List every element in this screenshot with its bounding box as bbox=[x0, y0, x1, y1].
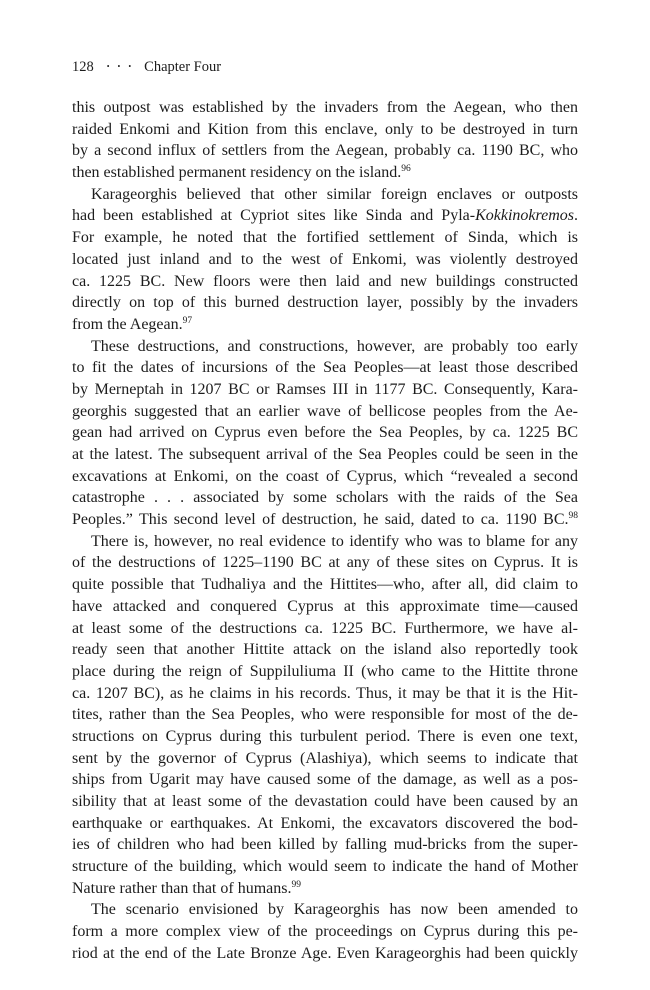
line-text: georghis suggested that an earlier wave of bellicose peoples from the Ae- bbox=[72, 402, 578, 420]
line-text: structions on Cyprus during this turbulent period. There is even one text, bbox=[72, 727, 578, 745]
line-text: then established permanent residency on the island. bbox=[72, 164, 402, 182]
line-text: had been established at Cypriot sites like Sinda and Pyla- bbox=[72, 207, 476, 225]
separator-dots: • • • bbox=[106, 62, 135, 71]
text-line bbox=[72, 639, 578, 661]
text-line bbox=[72, 357, 578, 379]
text-line bbox=[72, 271, 578, 293]
text-line bbox=[72, 769, 578, 791]
line-text: by a second influx of settlers from the Aegean, probably ca. 1190 BC, who bbox=[72, 142, 578, 160]
text-line bbox=[72, 856, 578, 878]
line-text: gean had arrived on Cyprus even before the Sea Peoples, by ca. 1225 BC bbox=[72, 424, 578, 442]
line-text: There is, however, no real evidence to identify who was to blame for any bbox=[91, 532, 578, 550]
line-text: riod at the end of the Late Bronze Age. Even Karageorghis had been quickly bbox=[72, 944, 578, 962]
line-text: at the latest. The subsequent arrival of the Sea Peoples could be seen in the bbox=[72, 446, 578, 463]
footnote-ref[interactable]: 99 bbox=[291, 879, 301, 890]
line-text: tites, rather than the Sea Peoples, who were responsible for most of the de- bbox=[72, 706, 578, 724]
text-line bbox=[72, 943, 578, 965]
line-text: excavations at Enkomi, on the coast of Cyprus, which “revealed a second bbox=[72, 467, 578, 485]
italic-text: Kokkinokremos bbox=[475, 207, 574, 225]
text-line bbox=[72, 531, 578, 553]
line-text: Karageorghis believed that other similar foreign enclaves or outposts bbox=[91, 185, 578, 203]
line-text: quite possible that Tudhaliya and the Hittites—who, after all, did claim to bbox=[72, 576, 578, 594]
text-line bbox=[72, 184, 578, 206]
text-line bbox=[72, 119, 578, 141]
text-line bbox=[72, 162, 578, 184]
line-text-tail: . bbox=[574, 207, 578, 225]
text-line bbox=[72, 97, 578, 119]
line-text: ies of children who had been killed by falling mud-bricks from the super- bbox=[72, 836, 578, 854]
text-line bbox=[72, 249, 578, 271]
line-text: structure of the building, which would seem to indicate the hand of Mother bbox=[72, 858, 578, 876]
text-line bbox=[72, 552, 578, 574]
text-line bbox=[72, 726, 578, 748]
line-text: Nature rather than that of humans. bbox=[72, 879, 292, 897]
line-text: place during the reign of Suppiluliuma II (who came to the Hittite throne bbox=[72, 662, 578, 680]
text-line bbox=[72, 813, 578, 835]
text-line bbox=[72, 899, 578, 921]
text-line bbox=[72, 878, 578, 900]
line-text: ca. 1225 BC. New floors were then laid and new buildings constructed bbox=[72, 272, 578, 290]
line-text: this outpost was established by the invaders from the Aegean, who then bbox=[72, 99, 578, 116]
text-line bbox=[72, 401, 578, 423]
body-text bbox=[72, 97, 578, 965]
chapter-title: Chapter Four bbox=[144, 59, 222, 75]
text-line bbox=[72, 834, 578, 856]
line-text: form a more complex view of the proceedings on Cyprus during this pe- bbox=[72, 923, 578, 941]
text-line bbox=[72, 444, 578, 466]
text-line bbox=[72, 292, 578, 314]
text-line bbox=[72, 140, 578, 162]
text-line bbox=[72, 661, 578, 683]
line-text: For example, he noted that the fortified settlement of Sinda, which is bbox=[72, 229, 578, 247]
line-text: earthquake or earthquakes. At Enkomi, the excavators discovered the bod- bbox=[72, 814, 578, 832]
line-text: ships from Ugarit may have caused some of the damage, as well as a pos- bbox=[72, 771, 578, 789]
text-line bbox=[72, 791, 578, 813]
line-text: The scenario envisioned by Karageorghis has now been amended to bbox=[91, 901, 578, 919]
text-line bbox=[72, 748, 578, 770]
text-line bbox=[72, 509, 578, 531]
text-line bbox=[72, 704, 578, 726]
text-line bbox=[72, 466, 578, 488]
text-line bbox=[72, 487, 578, 509]
line-text: by Merneptah in 1207 BC or Ramses III in 1177 BC. Consequently, Kara- bbox=[72, 380, 578, 398]
line-text: raided Enkomi and Kition from this enclave, only to be destroyed in turn bbox=[72, 120, 578, 138]
text-line bbox=[72, 336, 578, 358]
text-line bbox=[72, 618, 578, 640]
text-line bbox=[72, 227, 578, 249]
line-text: Peoples.” This second level of destruction, he said, dated to ca. 1190 BC. bbox=[72, 511, 569, 529]
footnote-ref[interactable]: 97 bbox=[182, 315, 193, 326]
line-text: at least some of the destructions ca. 1225 BC. Furthermore, we have al- bbox=[72, 619, 578, 637]
page-number: 128 bbox=[72, 59, 94, 75]
line-text: of the destructions of 1225–1190 BC at any of these sites on Cyprus. It is bbox=[72, 554, 578, 572]
text-line bbox=[72, 205, 578, 227]
line-text: ca. 1207 BC), as he claims in his records. Thus, it may be that it is the Hit- bbox=[72, 684, 578, 702]
line-text: have attacked and conquered Cyprus at this approximate time—caused bbox=[72, 597, 578, 615]
text-line bbox=[72, 683, 578, 705]
line-text: sent by the governor of Cyprus (Alashiya), which seems to indicate that bbox=[72, 749, 578, 767]
running-head bbox=[72, 58, 221, 76]
text-line bbox=[72, 596, 578, 618]
footnote-ref[interactable]: 96 bbox=[401, 164, 411, 175]
text-line bbox=[72, 379, 578, 401]
line-text: These destructions, and constructions, however, are probably too early bbox=[91, 337, 578, 355]
line-text: sibility that at least some of the devastation could have been caused by an bbox=[72, 793, 578, 810]
text-line bbox=[72, 422, 578, 444]
line-text: ready seen that another Hittite attack on the island also reportedly took bbox=[72, 641, 578, 659]
text-line bbox=[72, 574, 578, 596]
line-text: catastrophe . . . associated by some scholars with the raids of the Sea bbox=[72, 489, 578, 507]
text-line bbox=[72, 314, 578, 336]
line-text: to fit the dates of incursions of the Sea Peoples—at least those described bbox=[72, 359, 578, 377]
line-text: directly on top of this burned destruction layer, possibly by the invaders bbox=[72, 294, 578, 312]
text-line bbox=[72, 921, 578, 943]
line-text: located just inland and to the west of Enkomi, was violently destroyed bbox=[72, 250, 578, 268]
footnote-ref[interactable]: 98 bbox=[568, 511, 578, 522]
line-text: from the Aegean. bbox=[72, 315, 183, 333]
